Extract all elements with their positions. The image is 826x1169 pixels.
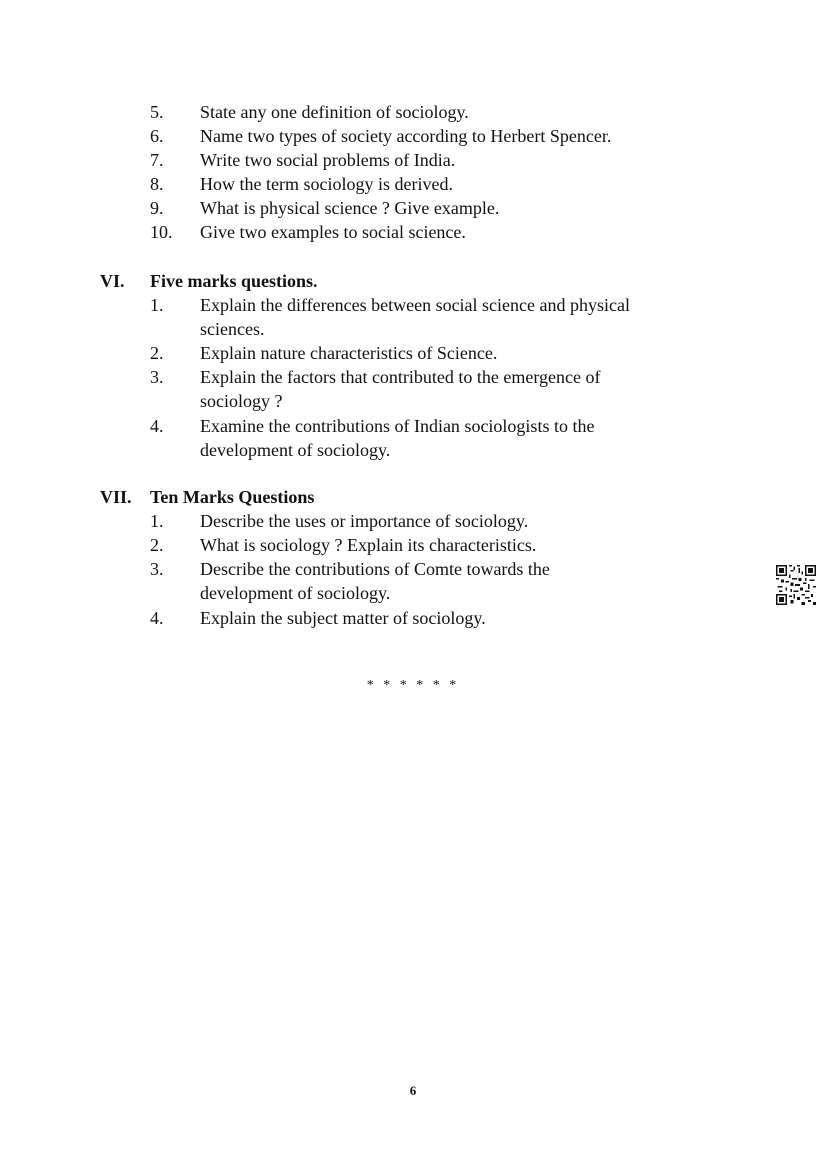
question-text: How the term sociology is derived. [200, 174, 453, 194]
question-text: Explain nature characteristics of Science. [200, 343, 498, 363]
question-item [150, 124, 710, 148]
question-item [150, 414, 675, 462]
question-number: 8. [150, 174, 164, 194]
question-number: 5. [150, 102, 164, 122]
question-text: Describe the contributions of Comte towards the development of sociology. [200, 559, 550, 604]
qr-code-icon [776, 565, 816, 605]
question-number: 4. [150, 608, 164, 628]
question-text: Explain the subject matter of sociology. [200, 608, 486, 628]
question-text: Explain the factors that contributed to the emergence of sociology ? [200, 367, 601, 412]
question-number: 2. [150, 535, 164, 555]
question-number: 3. [150, 559, 164, 579]
section-title: Ten Marks Questions [150, 487, 315, 507]
question-number: 2. [150, 343, 164, 363]
question-item [150, 509, 710, 533]
question-item [150, 365, 665, 413]
section-number: VII. [100, 487, 132, 507]
question-number: 7. [150, 150, 164, 170]
question-number: 10. [150, 222, 173, 242]
question-text: Write two social problems of India. [200, 150, 456, 170]
question-item [150, 606, 710, 630]
section-heading-vii [100, 485, 700, 509]
question-text: Describe the uses or importance of sociology. [200, 511, 529, 531]
question-item [150, 293, 650, 341]
section-number: VI. [100, 271, 125, 291]
question-item [150, 557, 630, 605]
question-number: 9. [150, 198, 164, 218]
section-title: Five marks questions. [150, 271, 318, 291]
question-item [150, 341, 710, 365]
question-number: 1. [150, 295, 164, 315]
question-text: Give two examples to social science. [200, 222, 466, 242]
question-item [150, 220, 710, 244]
question-item [150, 100, 710, 124]
question-item [150, 533, 710, 557]
question-number: 1. [150, 511, 164, 531]
question-text: What is sociology ? Explain its characteristics. [200, 535, 537, 555]
section-separator: * * * * * * [366, 678, 460, 693]
page-number: 6 [409, 1083, 417, 1098]
section-heading-vi [100, 269, 700, 293]
question-text: Name two types of society according to Herbert Spencer. [200, 126, 612, 146]
question-item [150, 196, 710, 220]
question-item [150, 172, 710, 196]
question-text: Explain the differences between social science and physical sciences. [200, 295, 630, 340]
question-number: 4. [150, 416, 164, 436]
question-text: Examine the contributions of Indian sociologists to the development of sociology. [200, 416, 595, 461]
question-text: State any one definition of sociology. [200, 102, 469, 122]
question-number: 3. [150, 367, 164, 387]
question-text: What is physical science ? Give example. [200, 198, 500, 218]
question-number: 6. [150, 126, 164, 146]
question-item [150, 148, 710, 172]
